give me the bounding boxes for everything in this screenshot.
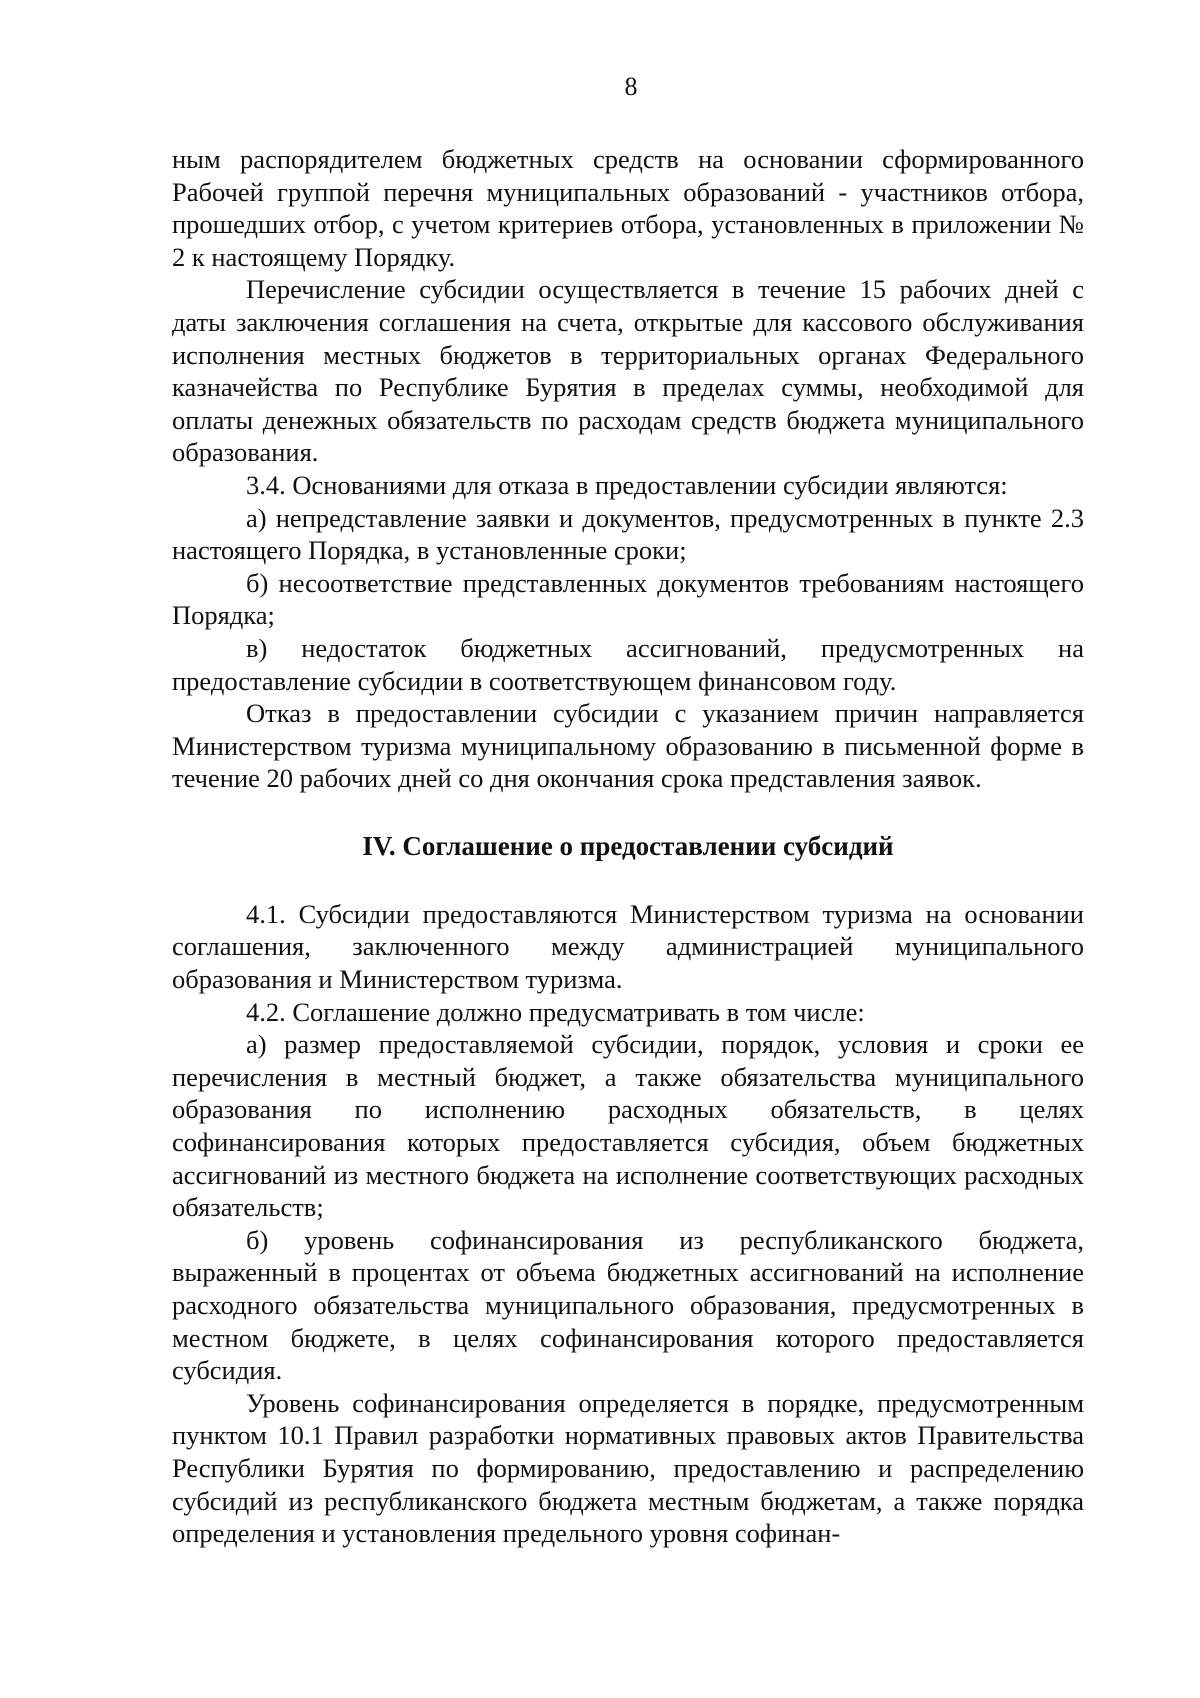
document-body — [172, 143, 1084, 1550]
page-number: 8 — [624, 72, 638, 101]
paragraph-continuation: ным распорядителем бюджетных средств на основании сформированного Рабочей группой перечня муниципальных образований - участников отбора, прошедших отбор, с учетом критериев отбора, установленных в приложении № 2 к настоящему Порядку. — [172, 144, 1084, 272]
paragraph-4-2: 4.2. Соглашение должно предусматривать в том числе: — [246, 996, 865, 1027]
paragraph-3-4-a: а) непредставление заявки и документов, предусмотренных в пункте 2.3 настоящего Порядка, в установленные сроки; — [172, 502, 1084, 566]
paragraph-3-4-v: в) недостаток бюджетных ассигнований, предусмотренных на предоставление субсидии в соответствующем финансовом году. — [172, 632, 1084, 696]
paragraph-transfer: Перечисление субсидии осуществляется в течение 15 рабочих дней с даты заключения соглашения на счета, открытые для кассового обслуживания исполнения местных бюджетов в территориальных органах Федерального казначейства по Республике Бурятия в пределах суммы, необходимой для оплаты денежных обязательств по расходам средств бюджета муниципального образования. — [172, 274, 1084, 468]
section-heading: IV. Соглашение о предоставлении субсидий — [362, 830, 894, 861]
paragraph-4-1: 4.1. Субсидии предоставляются Министерством туризма на основании соглашения, заключенного между администрацией муниципального образования и Министерством туризма. — [172, 898, 1084, 995]
paragraph-4-2-a: а) размер предоставляемой субсидии, порядок, условия и сроки ее перечисления в местный бюджет, а также обязательства муниципального образования по исполнению расходных обязательств, в целях софинансирования которых предоставляется субсидия, объем бюджетных ассигнований из местного бюджета на исполнение соответствующих расходных обязательств; — [172, 1029, 1084, 1223]
paragraph-4-2-b: б) уровень софинансирования из республиканского бюджета, выраженный в процентах от объема бюджетных ассигнований на исполнение расходного обязательства муниципального образования, предусмотренных в местном бюджете, в целях софинансирования которого предоставляется субсидия. — [172, 1224, 1084, 1386]
paragraph-cofinancing: Уровень софинансирования определяется в порядке, предусмотренным пунктом 10.1 Правил разработки нормативных правовых актов Правительства Республики Бурятия по формированию, предоставлению и распределению субсидий из республиканского бюджета местным бюджетам, а также порядка определения и установления предельного уровня софинан- — [172, 1387, 1084, 1549]
paragraph-3-4: 3.4. Основаниями для отказа в предоставлении субсидии являются: — [246, 469, 1008, 500]
paragraph-3-4-b: б) несоответствие представленных документов требованиям настоящего Порядка; — [172, 567, 1084, 631]
paragraph-refusal: Отказ в предоставлении субсидии с указанием причин направляется Министерством туризма муниципальному образованию в письменной форме в течение 20 рабочих дней со дня окончания срока представления заявок. — [172, 698, 1084, 794]
